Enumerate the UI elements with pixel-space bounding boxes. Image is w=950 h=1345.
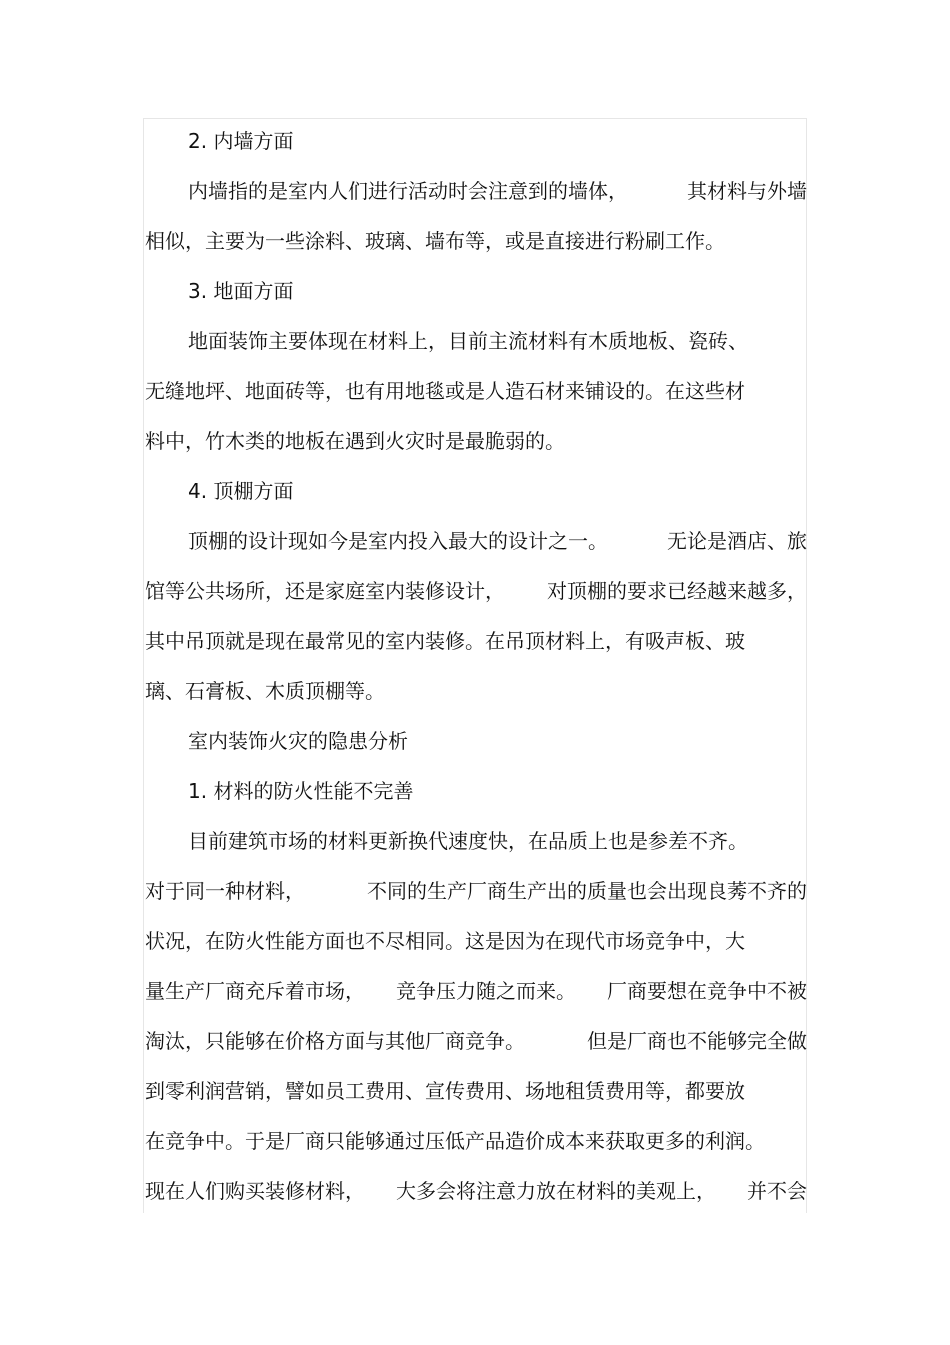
paragraph-line [145,876,807,906]
text-span: 无论是酒店、旅 [667,529,807,553]
paragraph-line [145,576,807,606]
text-span: 4. 顶棚方面 [188,479,294,503]
text-span: 到零利润营销，譬如员工费用、宣传费用、场地租赁费用等，都要放 [145,1079,745,1103]
paragraph-line [145,926,807,956]
paragraph-line [145,1026,807,1056]
text-span: 1. 材料的防火性能不完善 [188,779,414,803]
paragraph-line [188,326,807,356]
text-span: 地面装饰主要体现在材料上，目前主流材料有木质地板、瓷砖、 [188,329,748,353]
paragraph-line [145,376,807,406]
text-span: 料中，竹木类的地板在遇到火灾时是最脆弱的。 [145,429,565,453]
text-span: 对顶棚的要求已经越来越多， [547,579,807,603]
paragraph-line [188,176,807,206]
text-span: 其中吊顶就是现在最常见的室内装修。在吊顶材料上，有吸声板、玻 [145,629,745,653]
paragraph-line [145,426,807,456]
text-span: 现在人们购买装修材料， [145,1179,365,1203]
heading-floor [188,276,807,306]
text-span: 无缝地坪、地面砖等，也有用地毯或是人造石材来铺设的。在这些材 [145,379,745,403]
heading-fire-performance [188,776,807,806]
text-span: 璃、石膏板、木质顶棚等。 [145,679,385,703]
text-span: 馆等公共场所，还是家庭室内装修设计， [145,579,505,603]
text-span: 厂商要想在竞争中不被 [607,979,807,1003]
paragraph-line [188,826,807,856]
text-span: 2. 内墙方面 [188,129,294,153]
text-span: 目前建筑市场的材料更新换代速度快，在品质上也是参差不齐。 [188,829,748,853]
paragraph-line [145,226,807,256]
text-span: 不同的生产厂商生产出的质量也会出现良莠不齐的 [367,879,807,903]
heading-inner-wall [188,126,807,156]
paragraph-line [145,626,807,656]
text-span: 大多会将注意力放在材料的美观上， [396,1179,716,1203]
text-span: 3. 地面方面 [188,279,294,303]
heading-ceiling [188,476,807,506]
paragraph-line [145,1126,807,1156]
section-title [188,726,807,756]
text-span: 其材料与外墙 [687,179,807,203]
text-span: 室内装饰火灾的隐患分析 [188,729,408,753]
text-span: 量生产厂商充斥着市场， [145,979,365,1003]
text-span: 但是厂商也不能够完全做 [587,1029,807,1053]
text-span: 并不会 [747,1179,807,1203]
text-span: 相似，主要为一些涂料、玻璃、墙布等，或是直接进行粉刷工作。 [145,229,725,253]
text-span: 竞争压力随之而来。 [396,979,576,1003]
text-span: 在竞争中。于是厂商只能够通过压低产品造价成本来获取更多的利润。 [145,1129,765,1153]
text-span: 对于同一种材料， [145,879,305,903]
text-span: 顶棚的设计现如今是室内投入最大的设计之一。 [188,529,608,553]
paragraph-line [145,1176,807,1206]
paragraph-line [145,976,807,1006]
paragraph-line [145,1076,807,1106]
text-span: 状况，在防火性能方面也不尽相同。这是因为在现代市场竞争中，大 [145,929,745,953]
text-span: 淘汰，只能够在价格方面与其他厂商竞争。 [145,1029,525,1053]
paragraph-line [145,676,807,706]
paragraph-line [188,526,807,556]
text-span: 内墙指的是室内人们进行活动时会注意到的墙体， [188,179,628,203]
